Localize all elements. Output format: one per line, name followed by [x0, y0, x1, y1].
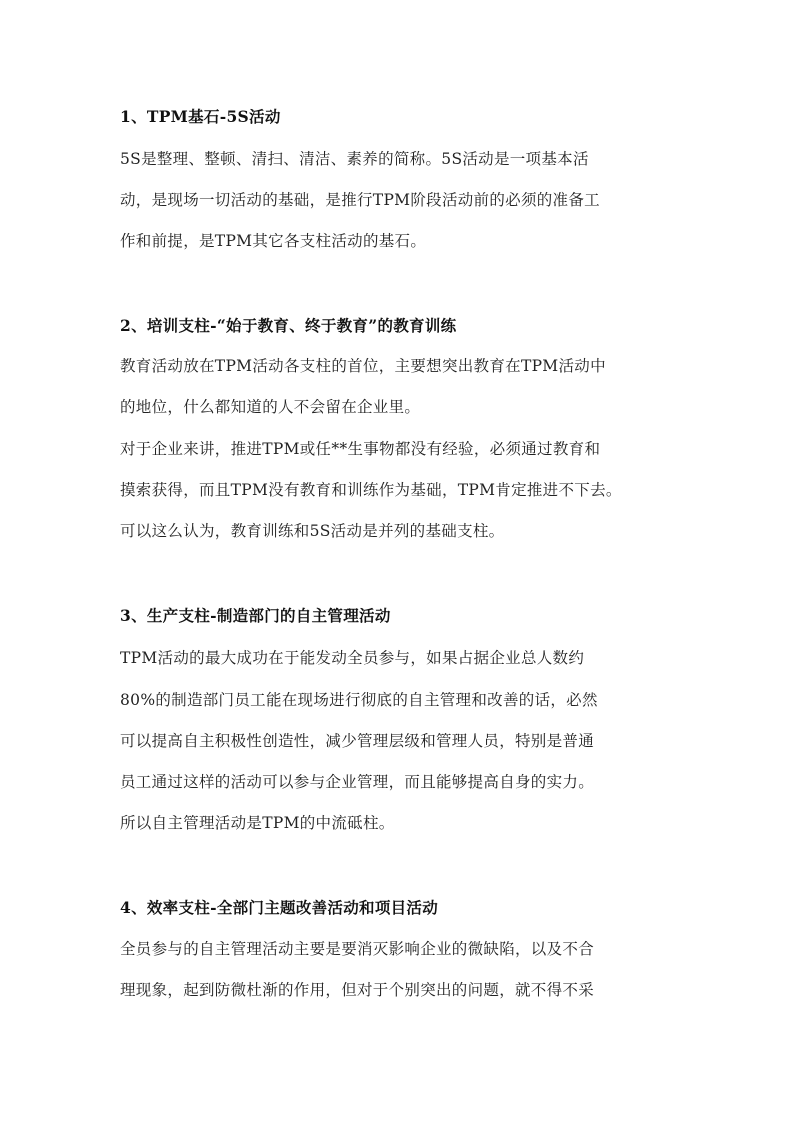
paragraph-line: 5S是整理、整顿、清扫、清洁、素养的简称。5S活动是一项基本活	[120, 150, 589, 168]
section-heading: 3、生产支柱-制造部门的自主管理活动	[120, 606, 391, 625]
section-heading: 4、效率支柱-全部门主题改善活动和项目活动	[120, 898, 439, 917]
paragraph-line: 摸索获得，而且TPM没有教育和训练作为基础，TPM肯定推进不下去。	[120, 481, 622, 499]
paragraph-line: 作和前提，是TPM其它各支柱活动的基石。	[120, 232, 427, 250]
section-heading: 1、TPM基石-5S活动	[120, 107, 281, 126]
paragraph-line: 的地位，什么都知道的人不会留在企业里。	[120, 398, 421, 416]
paragraph-line: 对于企业来讲，推进TPM或任**生事物都没有经验，必须通过教育和	[120, 440, 601, 458]
paragraph-line: 员工通过这样的活动可以参与企业管理，而且能够提高自身的实力。	[120, 773, 595, 791]
paragraph-line: 全员参与的自主管理活动主要是要消灭影响企业的微缺陷，以及不合	[120, 940, 595, 958]
paragraph-line: 80%的制造部门员工能在现场进行彻底的自主管理和改善的话，必然	[120, 691, 598, 709]
paragraph-line: 所以自主管理活动是TPM的中流砥柱。	[120, 814, 395, 832]
section-heading: 2、培训支柱-“始于教育、终于教育”的教育训练	[120, 316, 457, 335]
paragraph-line: 教育活动放在TPM活动各支柱的首位，主要想突出教育在TPM活动中	[120, 357, 606, 375]
paragraph-line: 可以提高自主积极性创造性，减少管理层级和管理人员，特别是普通	[120, 732, 595, 750]
paragraph-line: TPM活动的最大成功在于能发动全员参与，如果占据企业总人数约	[120, 649, 585, 667]
paragraph-line: 动，是现场一切活动的基础，是推行TPM阶段活动前的必须的准备工	[120, 191, 600, 209]
paragraph-line: 可以这么认为，教育训练和5S活动是并列的基础支柱。	[120, 522, 505, 540]
paragraph-line: 理现象，起到防微杜渐的作用，但对于个别突出的问题，就不得不采	[120, 981, 595, 999]
